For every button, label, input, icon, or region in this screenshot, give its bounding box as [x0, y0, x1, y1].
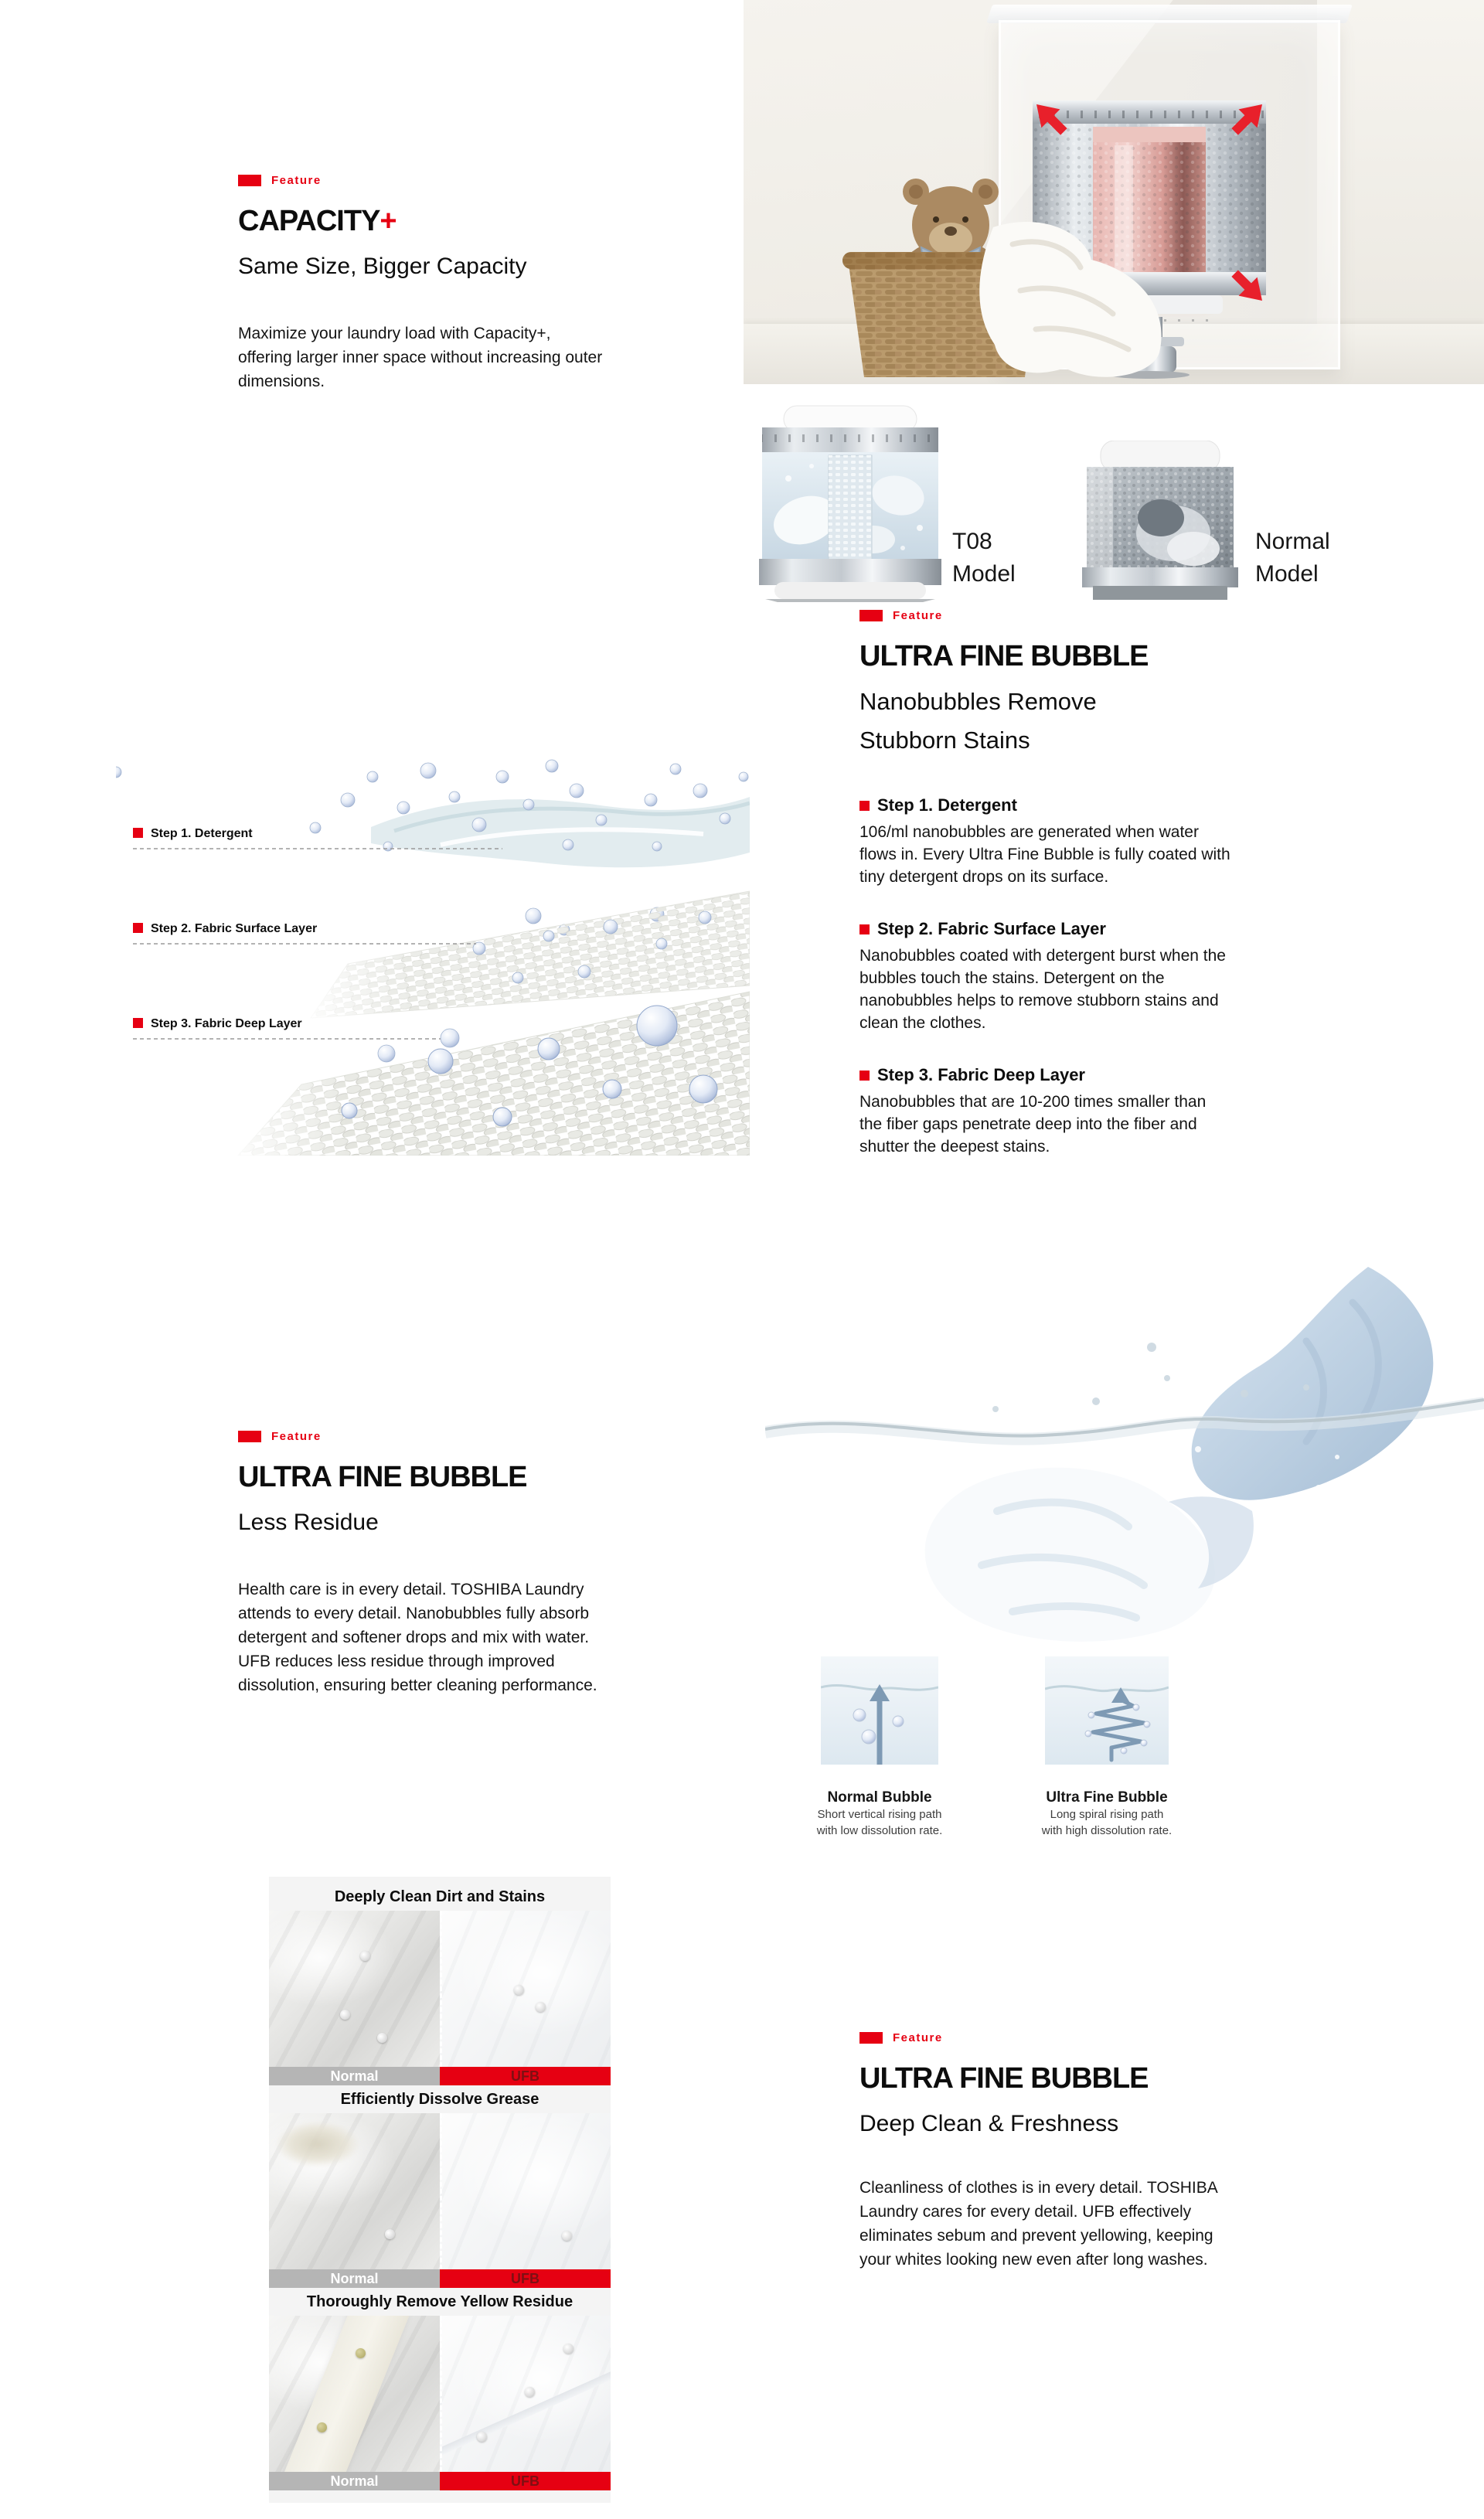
- normal-bubble-line1: Short vertical rising path: [817, 1808, 942, 1821]
- freshness-section: [859, 2031, 1242, 2272]
- step-1-label: Step 1. Detergent: [877, 795, 1017, 815]
- diagram-step-2-label: Step 2. Fabric Surface Layer: [151, 922, 318, 935]
- comparison-bars: [269, 2472, 611, 2490]
- residue-body: Health care is in every detail. TOSHIBA Laundry attends to every detail. Nanobubbles fully absorb detergent and softener drops and mix with water. UFB reduces less residue through improved dissolution, ensuring better cleaning performance.: [238, 1581, 597, 1694]
- step-bullet-icon: [859, 801, 870, 811]
- step-2-block: [859, 919, 1230, 1034]
- freshness-body: Cleanliness of clothes is in every detail. TOSHIBA Laundry cares for every detail. UFB effectively eliminates sebum and prevent yellowing, keeping your whites looking new even after long washes.: [859, 2179, 1217, 2269]
- step-bullet-icon: [133, 1018, 143, 1028]
- step-2-body: Nanobubbles coated with detergent burst when the bubbles touch the stains. Detergent on the nanobubbles helps to remove stubborn stains and clean the clothes.: [859, 947, 1226, 1032]
- capacity-section: [238, 174, 605, 393]
- feature-chip-icon: [859, 610, 883, 621]
- capacity-title-plus: +: [380, 205, 397, 237]
- normal-drum-image: [1081, 441, 1240, 601]
- comparison-bars: [269, 2269, 611, 2288]
- normal-bubble-title: Normal Bubble: [827, 1789, 932, 1806]
- comparison-bars: [269, 2067, 611, 2085]
- normal-bar: Normal: [269, 2067, 440, 2085]
- comparison-unit: [269, 2288, 611, 2490]
- feature-tag-label: Feature: [893, 2031, 943, 2044]
- stains-section: [859, 609, 1230, 1158]
- normal-shirt-image: [269, 2316, 440, 2472]
- feature-tag: [238, 1430, 601, 1443]
- residue-subtitle: Less Residue: [238, 1510, 379, 1535]
- capacity-title-text: CAPACITY: [238, 205, 380, 237]
- stains-subtitle: Nanobubbles Remove Stubborn Stains: [859, 688, 1097, 754]
- feature-tag: [859, 609, 1230, 622]
- step-1-label-row: [859, 795, 1230, 815]
- step-bullet-icon: [859, 1071, 870, 1081]
- feature-tag-label: Feature: [893, 609, 943, 622]
- ultra-fine-bubble-caption: [1018, 1789, 1196, 1839]
- feature-tag-label: Feature: [271, 174, 322, 187]
- feature-tag: [238, 174, 605, 187]
- normal-bar: Normal: [269, 2269, 440, 2288]
- ultra-fine-bubble-title: Ultra Fine Bubble: [1046, 1789, 1168, 1806]
- comparison-image: [269, 2316, 611, 2472]
- fabric-layers-diagram: [116, 754, 750, 1156]
- ultra-fine-bubble-diagram: [1045, 1656, 1169, 1765]
- stains-title: ULTRA FINE BUBBLE: [859, 640, 1149, 672]
- step-bullet-icon: [133, 923, 143, 933]
- step-3-body: Nanobubbles that are 10-200 times smaller than the fiber gaps penetrate deep into the fiber and shutter the deepest stains.: [859, 1093, 1207, 1156]
- freshness-subtitle: Deep Clean & Freshness: [859, 2111, 1119, 2136]
- step-2-label-row: [859, 919, 1230, 939]
- diagram-step-1-label: Step 1. Detergent: [151, 827, 253, 840]
- hero-photo: [744, 0, 1484, 384]
- diagram-step-3-label: Step 3. Fabric Deep Layer: [151, 1017, 302, 1030]
- residue-title: ULTRA FINE BUBBLE: [238, 1461, 527, 1493]
- capacity-body: Maximize your laundry load with Capacity+, offering larger inner space without increasing outer dimensions.: [238, 325, 603, 390]
- comparison-title: Deeply Clean Dirt and Stains: [334, 1888, 546, 1905]
- feature-chip-icon: [238, 175, 261, 186]
- ufb-bar: UFB: [440, 2472, 611, 2490]
- capacity-subtitle: Same Size, Bigger Capacity: [238, 254, 527, 279]
- step-3-label: Step 3. Fabric Deep Layer: [877, 1065, 1085, 1084]
- teddy-basket-illustration: [835, 159, 1206, 384]
- ufb-shirt-image: [440, 2316, 611, 2472]
- step-bullet-icon: [133, 828, 143, 838]
- step-2-label: Step 2. Fabric Surface Layer: [877, 919, 1106, 938]
- fabric-in-water-photo: [765, 1256, 1484, 1658]
- feature-tag-label: Feature: [271, 1430, 322, 1443]
- ufb-shirt-image: [440, 2113, 611, 2269]
- normal-shirt-image: [269, 2113, 440, 2269]
- ufb-bar: UFB: [440, 2269, 611, 2288]
- ultra-fine-bubble-line2: with high dissolution rate.: [1041, 1824, 1173, 1837]
- residue-section: [238, 1430, 601, 1697]
- normal-bubble-caption: [791, 1789, 968, 1839]
- normal-bubble-diagram: [821, 1656, 938, 1765]
- feature-tag: [859, 2031, 1242, 2044]
- normal-vs-ufb-panel: [269, 1877, 611, 2503]
- normal-shirt-image: [269, 1911, 440, 2067]
- step-1-body: 106/ml nanobubbles are generated when water flows in. Every Ultra Fine Bubble is fully coated with tiny detergent drops on its surface.: [859, 823, 1230, 886]
- comparison-unit: [269, 2085, 611, 2288]
- comparison-image: [269, 2113, 611, 2269]
- capacity-title: [238, 204, 605, 238]
- t08-model-label: T08 Model: [952, 529, 1016, 587]
- comparison-title: Efficiently Dissolve Grease: [340, 2090, 539, 2108]
- step-3-block: [859, 1065, 1230, 1158]
- step-3-label-row: [859, 1065, 1230, 1085]
- feature-chip-icon: [238, 1431, 261, 1442]
- normal-model-label: Normal Model: [1255, 529, 1330, 587]
- ufb-bar: UFB: [440, 2067, 611, 2085]
- t08-drum-image: [757, 404, 943, 602]
- normal-bar: Normal: [269, 2472, 440, 2490]
- step-1-block: [859, 795, 1230, 888]
- comparison-image: [269, 1911, 611, 2067]
- hero-wall-right: [1317, 0, 1484, 325]
- feature-chip-icon: [859, 2032, 883, 2044]
- ultra-fine-bubble-line1: Long spiral rising path: [1050, 1808, 1164, 1821]
- step-bullet-icon: [859, 924, 870, 934]
- ufb-shirt-image: [440, 1911, 611, 2067]
- comparison-unit: [269, 1877, 611, 2085]
- comparison-title: Thoroughly Remove Yellow Residue: [306, 2293, 574, 2310]
- normal-bubble-line2: with low dissolution rate.: [816, 1824, 943, 1837]
- freshness-title: ULTRA FINE BUBBLE: [859, 2062, 1149, 2095]
